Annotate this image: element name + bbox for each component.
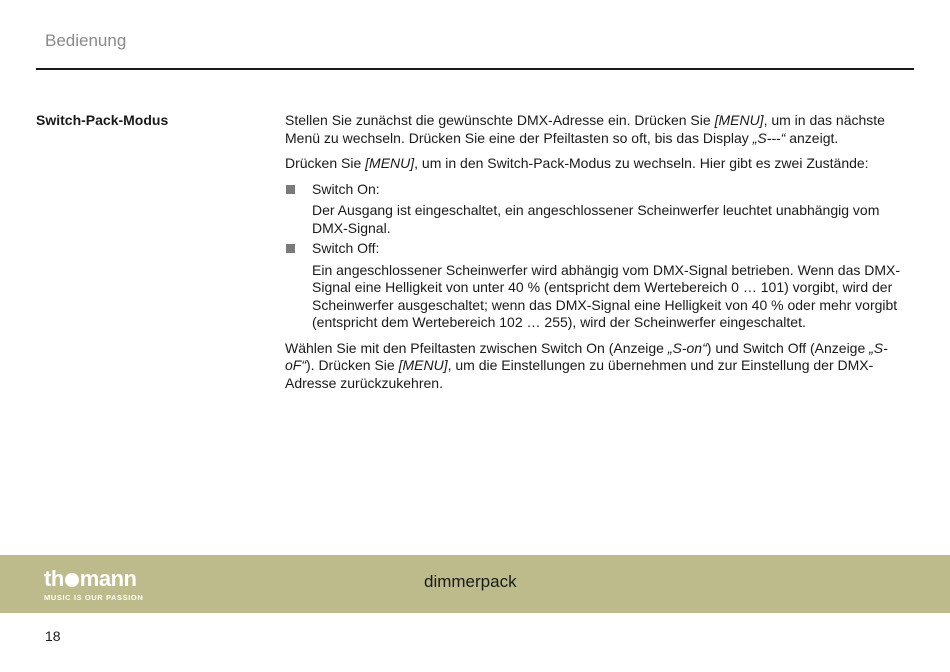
page-header-title: Bedienung <box>45 31 127 50</box>
list-item-label: Switch Off: <box>312 240 380 256</box>
menu-key-ref: [MENU] <box>714 112 764 128</box>
list-item-description: Ein angeschlossener Scheinwerfer wird abhängig vom DMX-Signal betrieben. Wenn das DMX-Signal eine Helligkeit von unter 40 % (entspricht dem Wertebereich 0 … 101) vorgibt, wird der Scheinwerfer ausgeschaltet; wenn das DMX-Signal eine Helligkeit von 40 % oder mehr vorgibt (entspricht dem Wertebereich 102 … 255), wird der Scheinwerfer eingeschaltet. <box>312 261 901 330</box>
menu-key-ref: [MENU] <box>398 357 448 373</box>
list-item-switch-off <box>285 240 913 258</box>
list-item-switch-on <box>285 181 913 199</box>
list-item-label: Switch On: <box>312 180 380 197</box>
bullet-square-icon <box>286 244 295 253</box>
display-code: „S-oF“ <box>285 339 888 373</box>
paragraph-mode: Drücken Sie [MENU], um in den Switch-Pack-Modus zu wechseln. Hier gibt es zwei Zustände: <box>285 155 869 171</box>
header-divider <box>36 68 914 70</box>
display-code: „S-on“ <box>667 339 707 356</box>
list-item-description: Der Ausgang ist eingeschaltet, ein angeschlossener Scheinwerfer leuchtet unabhängig vom DMX-Signal. <box>312 202 880 236</box>
paragraph-intro: Stellen Sie zunächst die gewünschte DMX-Adresse ein. Drücken Sie [MENU], um in das nächste Menü zu wechseln. Drücken Sie eine der Pfeiltasten so oft, bis das Display „S---“ anzeigt. <box>285 112 885 146</box>
logo-text-left: th <box>44 566 64 591</box>
bullet-square-icon <box>286 185 295 194</box>
section-title: Switch-Pack-Modus <box>36 112 169 128</box>
logo-dot-icon <box>65 573 79 587</box>
logo-tagline: MUSIC IS OUR PASSION <box>44 593 144 602</box>
logo-text-right: mann <box>79 566 137 591</box>
body-text <box>285 112 913 400</box>
thomann-logo <box>44 568 143 602</box>
product-name: dimmerpack <box>424 572 517 591</box>
paragraph-select: Wählen Sie mit den Pfeiltasten zwischen Switch On (Anzeige „S-on“) und Switch Off (Anzeige „S-oF“). Drücken Sie [MENU], um die Einstellungen zu übernehmen und zur Einstellung der DMX-Adresse zurückzukehren. <box>285 339 888 391</box>
display-code: „S---“ <box>752 129 786 146</box>
menu-key-ref: [MENU] <box>365 155 415 171</box>
page-number: 18 <box>45 628 61 644</box>
footer-band <box>0 555 950 613</box>
